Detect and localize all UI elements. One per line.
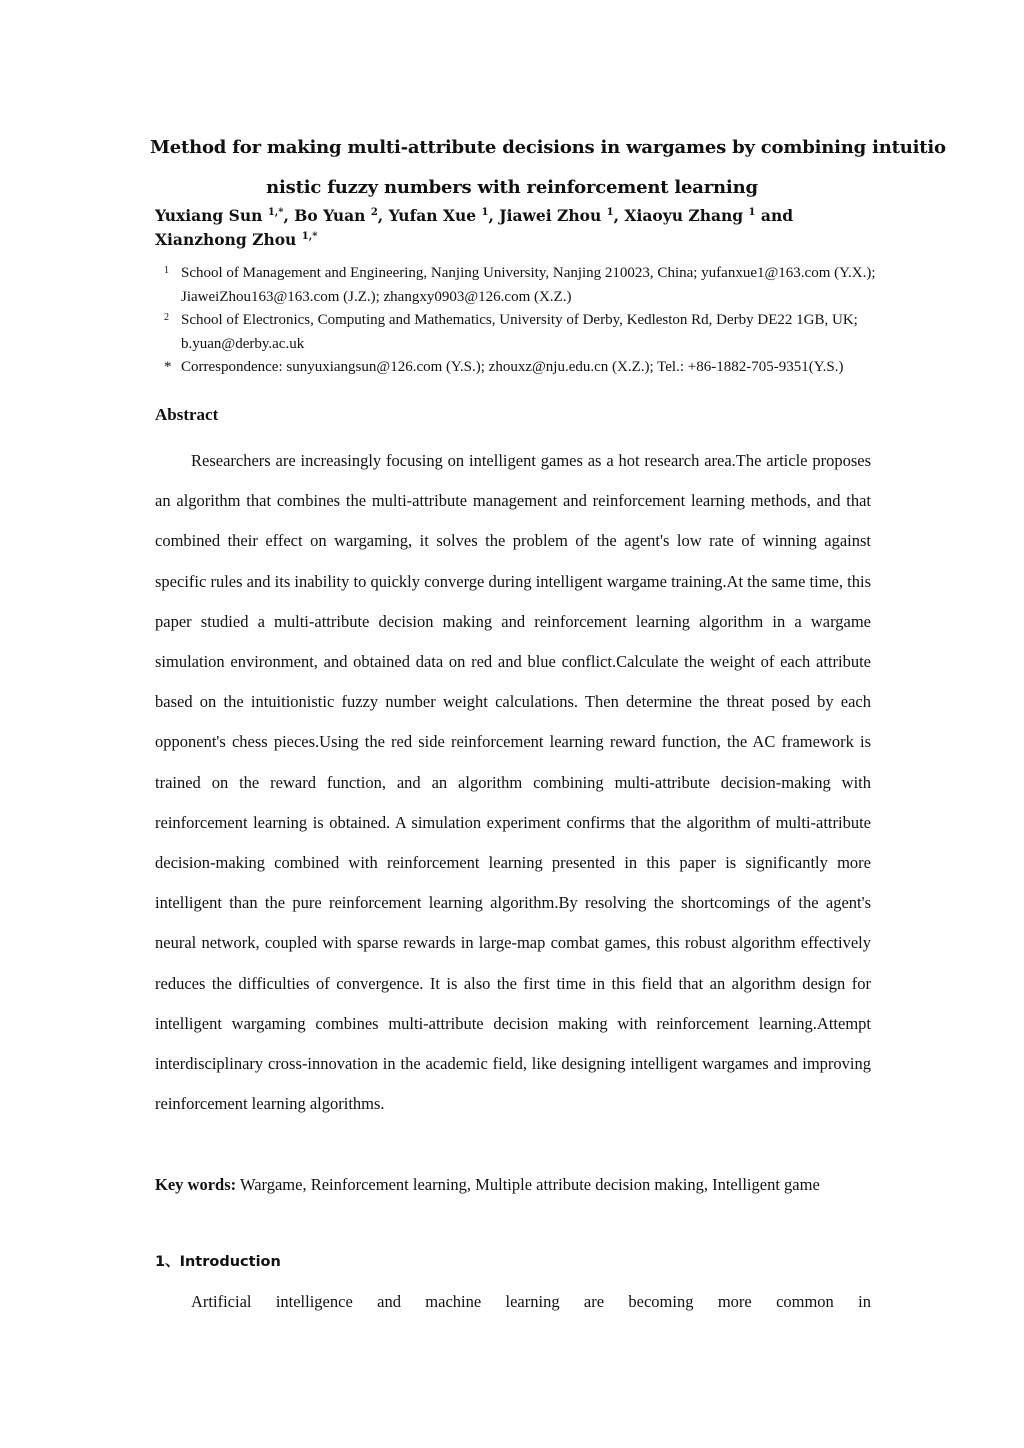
title-line-2: nistic fuzzy numbers with reinforcement learning: [266, 177, 758, 198]
affiliation-item: [160, 309, 880, 356]
affiliation-item: [160, 262, 880, 309]
author: Jiawei Zhou $^1$,: [499, 206, 625, 225]
correspondence-text: Correspondence: sunyuxiangsun@126.com (Y.S.); zhouxz@nju.edu.cn (X.Z.); Tel.: +86-1882-705-9351(Y.S.): [181, 359, 844, 375]
intro-paragraph: Artificial intelligence and machine learning are becoming more common in: [191, 1292, 871, 1311]
author: Yufan Xue $^1$,: [388, 206, 500, 225]
affiliation-marker: 2: [164, 312, 169, 323]
abstract-paragraph: Researchers are increasingly focusing on intelligent games as a hot research area.The article proposes an algorithm that combines the multi-attribute management and reinforcement learning methods, and that combined their effect on wargaming, it solves the problem of the agent's low rate of winning against specific rules and its inability to quickly converge during intelligent wargame training.At the same time, this paper studied a multi-attribute decision making and reinforcement learning algorithm in a wargame simulation environment, and obtained data on red and blue conflict.Calculate the weight of each attribute based on the intuitionistic fuzzy number weight calculations. Then determine the threat posed by each opponent's chess pieces.Using the red side reinforcement learning reward function, the AC framework is trained on the reward function, and an algorithm combining multi-attribute decision-making with reinforcement learning is obtained. A simulation experiment confirms that the algorithm of multi-attribute decision-making combined with reinforcement learning presented in this paper is significantly more intelligent than the pure reinforcement learning algorithm.By resolving the shortcomings of the agent's neural network, coupled with sparse rewards in large-map combat games, this robust algorithm effectively reduces the difficulties of convergence. It is also the first time in this field that an algorithm design for intelligent wargaming combines multi-attribute decision making with reinforcement learning.Attempt interdisciplinary cross-innovation in the academic field, like designing intelligent wargames and improving reinforcement learning algorithms.: [155, 451, 871, 1114]
author: Bo Yuan $^2$,: [294, 206, 389, 225]
correspondence-marker: *: [164, 359, 172, 375]
affiliation-marker: 1: [164, 265, 169, 276]
affiliation-text: School of Electronics, Computing and Mathematics, University of Derby, Kedleston Rd, Derby DE22 1GB, UK; b.yuan@derby.ac.uk: [181, 312, 858, 352]
correspondence-item: [160, 356, 880, 380]
title-line-1: Method for making multi-attribute decisions in wargames by combining intuitio: [150, 137, 946, 158]
section-heading: 1、Introduction: [155, 1254, 281, 1270]
author: Xianzhong Zhou $^{1,*}$: [155, 230, 318, 249]
keywords-paragraph: [155, 1165, 871, 1205]
paper-title: [150, 128, 946, 208]
author: Xiaoyu Zhang $^1$ and: [624, 206, 794, 225]
affiliation-list: [160, 262, 880, 380]
abstract-heading: Abstract: [155, 405, 219, 424]
keywords-label: Key words:: [155, 1175, 237, 1194]
author: Yuxiang Sun $^{1,*}$,: [155, 206, 295, 225]
author-list: [155, 204, 875, 252]
affiliation-text: School of Management and Engineering, Nanjing University, Nanjing 210023, China; yufanxue1@163.com (Y.X.); JiaweiZhou163@163.com (J.Z.); zhangxy0903@126.com (X.Z.): [181, 265, 876, 305]
keywords-text: Wargame, Reinforcement learning, Multiple attribute decision making, Intelligent game: [239, 1175, 820, 1194]
